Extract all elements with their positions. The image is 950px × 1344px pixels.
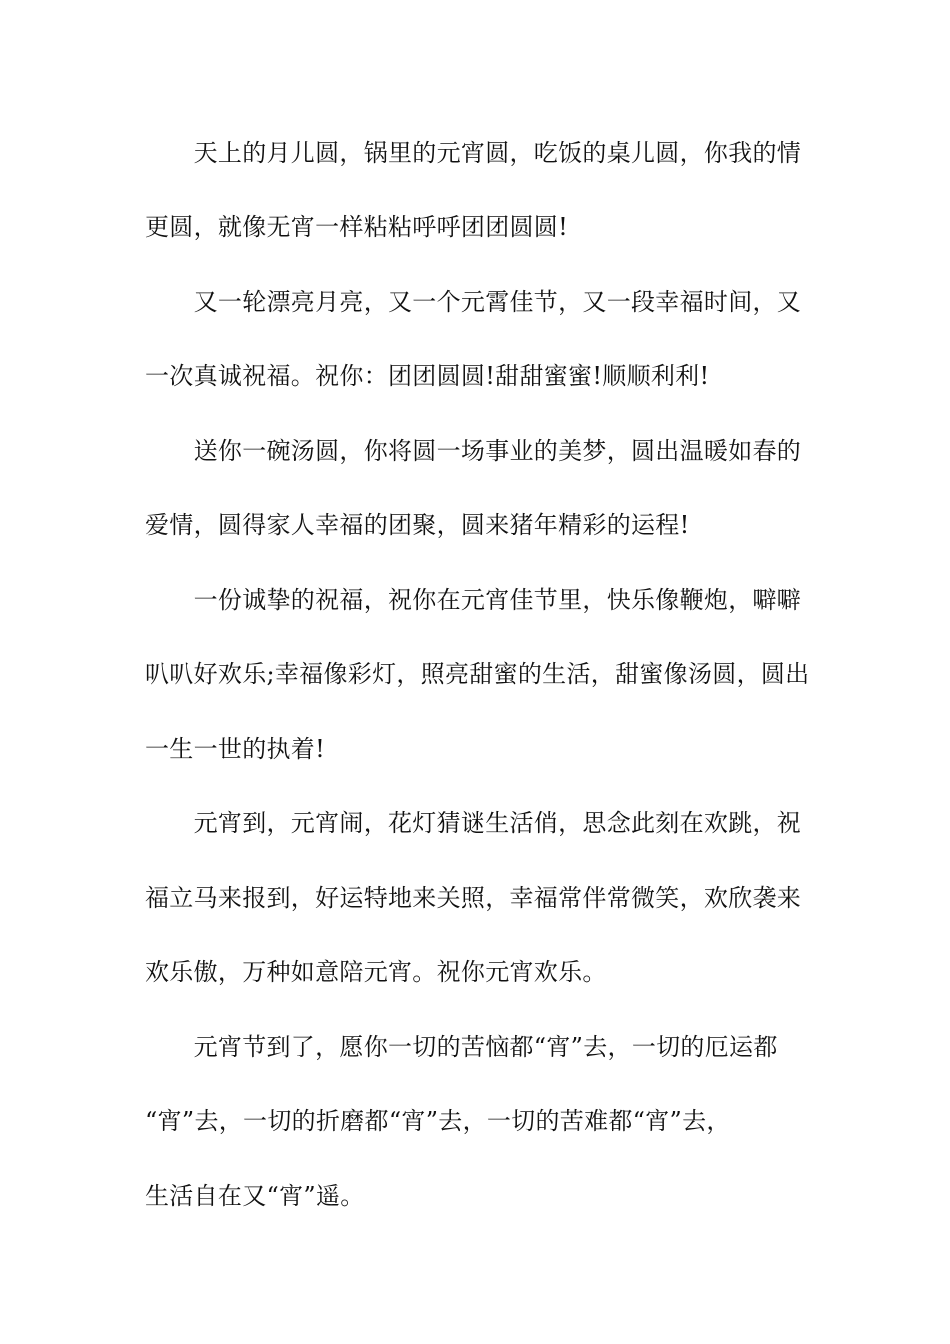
text-line: 生活自在又“宵”遥。 xyxy=(145,1182,365,1210)
text-line: 元宵节到了，愿你一切的苦恼都“宵”去，一切的厄运都 xyxy=(145,1033,778,1061)
text-line: 福立马来报到，好运特地来关照，幸福常伴常微笑，欢欣袭来 xyxy=(145,884,802,912)
text-line: 爱情，圆得家人幸福的团聚，圆来猪年精彩的运程! xyxy=(145,511,690,539)
text-line: 更圆，就像无宵一样粘粘呼呼团团圆圆! xyxy=(145,213,569,241)
text-line: 送你一碗汤圆，你将圆一场事业的美梦，圆出温暖如春的 xyxy=(145,437,802,465)
text-line: 天上的月儿圆，锅里的元宵圆，吃饭的桌儿圆，你我的情 xyxy=(145,139,802,167)
text-line: 一生一世的执着! xyxy=(145,735,326,763)
text-line: 又一轮漂亮月亮，又一个元霄佳节，又一段幸福时间，又 xyxy=(145,288,802,316)
text-line: 一份诚挚的祝福，祝你在元宵佳节里，快乐像鞭炮，噼噼 xyxy=(145,586,802,614)
text-line: “宵”去，一切的折磨都“宵”去，一切的苦难都“宵”去， xyxy=(145,1107,731,1135)
text-line: 一次真诚祝福。祝你：团团圆圆!甜甜蜜蜜!顺顺利利! xyxy=(145,362,710,390)
text-line: 元宵到，元宵闹，花灯猜谜生活俏，思念此刻在欢跳，祝 xyxy=(145,809,802,837)
text-line: 欢乐傲，万种如意陪元宵。祝你元宵欢乐。 xyxy=(145,958,607,986)
text-line: 叭叭好欢乐;幸福像彩灯，照亮甜蜜的生活，甜蜜像汤圆，圆出 xyxy=(145,660,810,688)
